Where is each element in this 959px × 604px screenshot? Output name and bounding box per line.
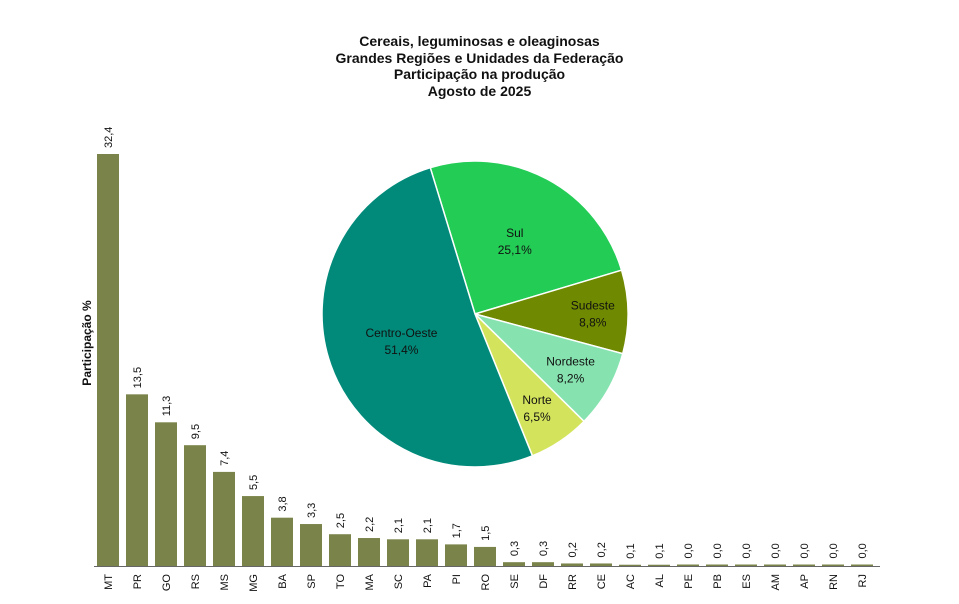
bar-ms bbox=[213, 472, 235, 566]
bar-pb bbox=[706, 565, 728, 567]
bar-se bbox=[503, 562, 525, 566]
bar-value-label: 1,5 bbox=[480, 525, 492, 541]
pie-label: Norte 6,5% bbox=[522, 392, 552, 424]
bar-value-label: 0,1 bbox=[654, 543, 666, 559]
bar-al bbox=[648, 565, 670, 566]
x-tick-label: PB bbox=[712, 574, 724, 589]
pie-label: Nordeste 8,2% bbox=[546, 354, 595, 386]
x-tick-label: SP bbox=[306, 574, 318, 589]
x-tick-label: ES bbox=[741, 574, 753, 589]
bar-value-label: 5,5 bbox=[248, 474, 260, 491]
bar-sc bbox=[387, 539, 409, 566]
bar-value-label: 2,5 bbox=[335, 512, 347, 529]
bar-value-label: 2,1 bbox=[393, 517, 405, 534]
x-tick-label: AP bbox=[799, 574, 811, 589]
x-tick-label: RN bbox=[828, 574, 840, 590]
bar-ba bbox=[271, 518, 293, 566]
x-tick-label: BA bbox=[277, 574, 289, 589]
bar-value-label: 0,0 bbox=[683, 543, 695, 559]
x-tick-label: PE bbox=[683, 574, 695, 589]
bar-value-label: 0,2 bbox=[567, 542, 579, 558]
x-tick-label: DF bbox=[538, 574, 550, 589]
x-tick-label: SE bbox=[509, 574, 521, 589]
x-tick-label: PI bbox=[451, 574, 463, 585]
bar-am bbox=[764, 565, 786, 567]
pie-chart bbox=[322, 161, 628, 467]
bar-value-label: 0,0 bbox=[799, 543, 811, 559]
bar-pi bbox=[445, 544, 467, 566]
bar-value-label: 1,7 bbox=[451, 523, 463, 539]
bar-value-label: 0,1 bbox=[625, 543, 637, 559]
bar-value-label: 2,1 bbox=[422, 517, 434, 534]
x-tick-label: RO bbox=[480, 574, 492, 591]
bar-value-label: 0,0 bbox=[741, 543, 753, 559]
bar-df bbox=[532, 562, 554, 566]
bar-pr bbox=[126, 394, 148, 566]
bar-to bbox=[329, 534, 351, 566]
x-tick-label: PA bbox=[422, 574, 434, 588]
x-tick-label: TO bbox=[335, 574, 347, 590]
title-line-4: Agosto de 2025 bbox=[427, 82, 532, 99]
bar-mt bbox=[97, 154, 119, 566]
bar-ac bbox=[619, 565, 641, 566]
bar-value-label: 13,5 bbox=[132, 366, 144, 389]
bar-pe bbox=[677, 565, 699, 567]
bar-value-label: 0,0 bbox=[770, 543, 782, 559]
x-tick-label: RR bbox=[567, 574, 579, 590]
title-line-3: Participação na produção bbox=[393, 66, 566, 82]
bar-value-label: 32,4 bbox=[103, 126, 115, 148]
bar-rs bbox=[184, 445, 206, 566]
bar-value-label: 0,0 bbox=[712, 543, 724, 559]
x-tick-label: CE bbox=[596, 574, 608, 590]
pie-label: Sudeste 8,8% bbox=[570, 298, 615, 330]
y-axis-label: Participação % bbox=[80, 300, 94, 386]
bar-value-label: 0,3 bbox=[509, 540, 521, 557]
bar-mg bbox=[242, 496, 264, 566]
bar-value-label: 0,0 bbox=[857, 543, 869, 559]
bar-ma bbox=[358, 538, 380, 566]
bar-rr bbox=[561, 563, 583, 566]
x-tick-label: AM bbox=[770, 574, 782, 591]
bar-value-label: 7,4 bbox=[219, 450, 231, 466]
x-tick-label: SC bbox=[393, 574, 405, 590]
x-tick-label: PR bbox=[132, 574, 144, 590]
bar-rn bbox=[822, 565, 844, 567]
x-tick-label: AC bbox=[625, 574, 637, 590]
x-tick-label: GO bbox=[161, 574, 173, 592]
title-line-1: Cereais, leguminosas e oleaginosas bbox=[359, 33, 600, 49]
x-tick-label: MS bbox=[219, 574, 231, 591]
x-tick-label: MA bbox=[364, 574, 376, 591]
x-tick-label: MT bbox=[103, 574, 115, 590]
bar-ro bbox=[474, 547, 496, 566]
bar-pa bbox=[416, 539, 438, 566]
bar-value-label: 0,0 bbox=[828, 543, 840, 559]
x-tick-label: AL bbox=[654, 574, 666, 588]
x-tick-label: RS bbox=[190, 574, 202, 590]
pie-label: Sul 25,1% bbox=[497, 225, 532, 257]
bar-sp bbox=[300, 524, 322, 566]
bar-value-label: 9,5 bbox=[190, 423, 202, 440]
bar-value-label: 3,8 bbox=[277, 496, 289, 512]
bar-rj bbox=[851, 565, 873, 567]
bar-ce bbox=[590, 563, 612, 566]
x-tick-label: MG bbox=[248, 574, 260, 592]
bar-ap bbox=[793, 565, 815, 567]
bar-value-label: 0,2 bbox=[596, 542, 608, 558]
bar-es bbox=[735, 565, 757, 567]
bar-value-label: 11,3 bbox=[161, 395, 173, 417]
x-tick-label: RJ bbox=[857, 574, 869, 588]
bar-go bbox=[155, 422, 177, 566]
title-line-2: Grandes Regiões e Unidades da Federação bbox=[335, 49, 624, 66]
bar-value-label: 0,3 bbox=[538, 540, 550, 557]
bar-value-label: 2,2 bbox=[364, 516, 376, 533]
pie-label: Centro-Oeste 51,4% bbox=[365, 326, 438, 358]
bar-value-label: 3,3 bbox=[306, 502, 318, 519]
